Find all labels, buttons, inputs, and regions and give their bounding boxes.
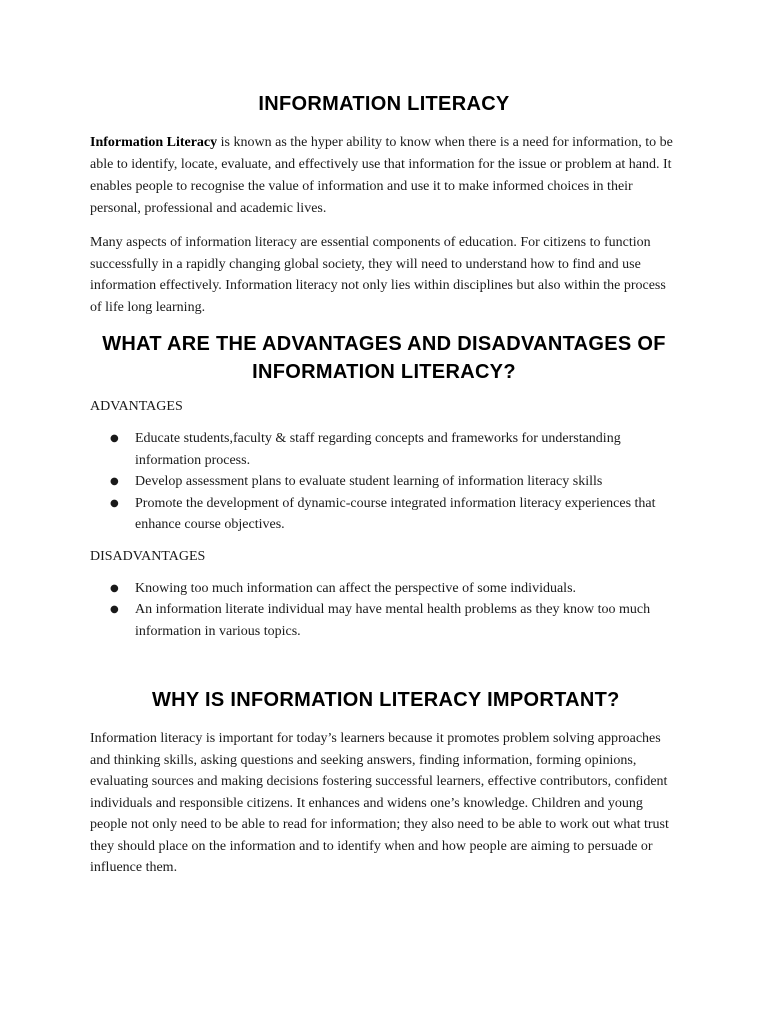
intro-term: Information Literacy	[90, 135, 218, 150]
disadvantages-label: DISADVANTAGES	[90, 548, 206, 564]
list-item: ● An information literate individual may have mental health problems as they know too much information in various topics.	[90, 599, 678, 642]
bullet-icon: ●	[110, 604, 119, 615]
list-item: ● Educate students,faculty & staff regarding concepts and frameworks for understanding information process.	[90, 428, 678, 471]
bullet-icon: ●	[110, 497, 119, 509]
importance-heading: WHY IS INFORMATION LITERACY IMPORTANT?	[152, 689, 620, 711]
bullet-icon: ●	[110, 476, 119, 487]
intro-paragraph	[90, 132, 678, 220]
advantages-label: ADVANTAGES	[90, 399, 183, 414]
list-item: ● Develop assessment plans to evaluate student learning of information literacy skills	[90, 471, 678, 493]
page-title: INFORMATION LITERACY	[258, 93, 510, 115]
bullet-icon: ●	[110, 433, 119, 444]
advantages-list	[90, 428, 678, 536]
bullet-icon: ●	[110, 582, 119, 594]
disadvantages-list	[90, 578, 678, 643]
list-item: ● Knowing too much information can affect the perspective of some individuals.	[90, 578, 678, 600]
advantages-disadvantages-heading: WHAT ARE THE ADVANTAGES AND DISADVANTAGES OF INFORMATION LITERACY?	[102, 333, 666, 383]
list-item: ● Promote the development of dynamic-course integrated information literacy experiences that enhance course objectives.	[90, 493, 678, 536]
education-paragraph: Many aspects of information literacy are essential components of education. For citizens to function successfully in a rapidly changing global society, they will need to understand how to find and use information effectively. Information literacy not only lies within disciplines but also within the process of life long learning.	[90, 235, 666, 315]
importance-paragraph: Information literacy is important for today’s learners because it promotes problem solving approaches and thinking skills, asking questions and seeking answers, finding information, forming opinions, evaluating sources and making decisions fostering successful learners, effective contributors, confident individuals and responsible citizens. It enhances and widens one’s knowledge. Children and young people not only need to be able to read for information; they also need to be able to work out what trust they should place on the information and to identify when and how people are aiming to persuade or influence them.	[90, 731, 669, 875]
intro-definition: is known as the hyper ability to know when there is a need for information, to be able to identify, locate, evaluate, and effectively use that information for the issue or problem at hand. It enables people to recognise the value of information and use it to make informed choices in their personal, professional and academic lives.	[90, 135, 673, 216]
